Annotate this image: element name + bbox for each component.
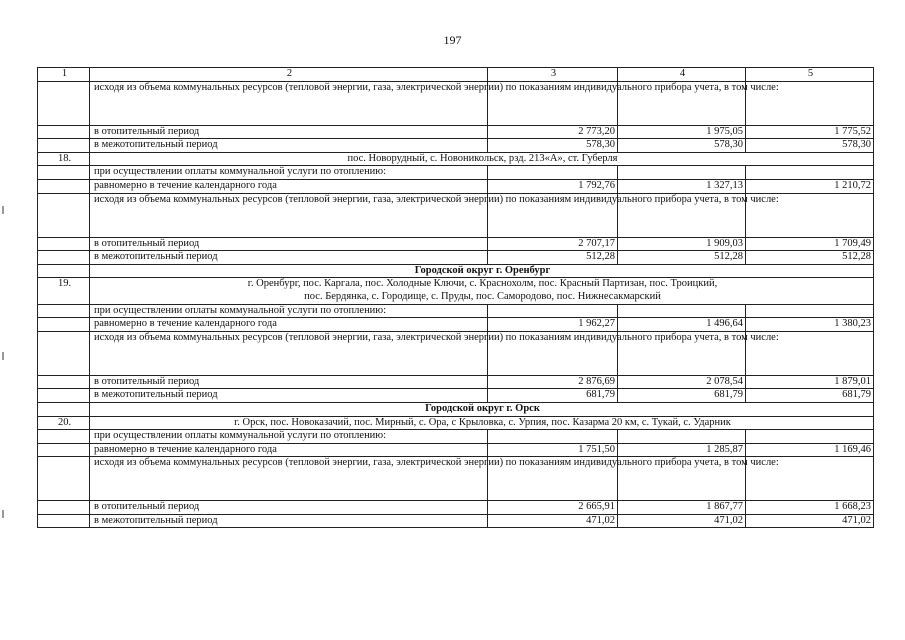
row-label: в отопительный период (90, 501, 488, 515)
row-number-cell (38, 304, 90, 318)
value-col-5: 1 169,46 (746, 443, 874, 457)
row-number-cell (38, 125, 90, 139)
value-col-3: 2 876,69 (488, 375, 618, 389)
value-col-4 (618, 430, 746, 444)
table-row (38, 501, 874, 515)
district-heading: Городской округ г. Оренбург (90, 264, 874, 278)
value-col-3 (488, 166, 618, 180)
value-col-3: 1 751,50 (488, 443, 618, 457)
row-number-cell (38, 318, 90, 332)
header-col-5: 5 (746, 68, 874, 82)
table-row (38, 457, 874, 501)
row-number-cell (38, 139, 90, 153)
row-number-cell (38, 331, 90, 375)
district-heading-row (38, 264, 874, 278)
section-number: 20. (38, 416, 90, 430)
row-number-cell (38, 443, 90, 457)
section-localities: г. Орск, пос. Новоказачий, пос. Мирный, с. Ора, с Крыловка, с. Урпия, пос. Казарма 20 км, с. Тукай, с. Ударник (90, 416, 874, 430)
row-number-cell (38, 166, 90, 180)
row-number-cell (38, 514, 90, 528)
table-row (38, 375, 874, 389)
row-number-cell (38, 430, 90, 444)
value-col-3: 2 773,20 (488, 125, 618, 139)
value-col-4: 1 327,13 (618, 179, 746, 193)
value-col-4: 1 285,87 (618, 443, 746, 457)
value-col-4: 1 496,64 (618, 318, 746, 332)
value-col-3 (488, 304, 618, 318)
value-col-5: 1 879,01 (746, 375, 874, 389)
section-row (38, 152, 874, 166)
value-col-5 (746, 304, 874, 318)
row-number-cell (38, 457, 90, 501)
value-col-4: 578,30 (618, 139, 746, 153)
tariff-table (37, 67, 874, 528)
row-label: в межотопительный период (90, 251, 488, 265)
value-col-4: 681,79 (618, 389, 746, 403)
row-label: равномерно в течение календарного года (90, 443, 488, 457)
value-col-4: 512,28 (618, 251, 746, 265)
value-col-4: 1 909,03 (618, 237, 746, 251)
table-row (38, 179, 874, 193)
row-number-cell (38, 264, 90, 278)
value-col-5 (746, 166, 874, 180)
value-col-5: 1 775,52 (746, 125, 874, 139)
section-localities-line-2: пос. Бердянка, с. Городище, с. Пруды, пос. Самородово, пос. Нижнесакмарский (304, 290, 661, 302)
row-label: в межотопительный период (90, 514, 488, 528)
value-col-5: 471,02 (746, 514, 874, 528)
row-label: в отопительный период (90, 237, 488, 251)
row-label: в отопительный период (90, 125, 488, 139)
value-col-5: 1 709,49 (746, 237, 874, 251)
row-label: исходя из объема коммунальных ресурсов (тепловой энергии, газа, электрической энергии) по показаниям индивидуального прибора учета, в том числе: (90, 457, 488, 501)
value-col-5: 512,28 (746, 251, 874, 265)
section-localities: пос. Новорудный, с. Новоникольск, рзд. 213«А», ст. Губерля (90, 152, 874, 166)
header-col-2: 2 (90, 68, 488, 82)
table-row (38, 251, 874, 265)
value-col-3: 1 962,27 (488, 318, 618, 332)
value-col-4 (618, 166, 746, 180)
section-row (38, 278, 874, 304)
table-row (38, 443, 874, 457)
table-row (38, 237, 874, 251)
row-number-cell (38, 402, 90, 416)
value-col-5: 1 210,72 (746, 179, 874, 193)
value-col-3: 2 665,91 (488, 501, 618, 515)
row-label: при осуществлении оплаты коммунальной услуги по отоплению: (90, 166, 488, 180)
value-col-4: 471,02 (618, 514, 746, 528)
table-row (38, 331, 874, 375)
value-col-5 (746, 430, 874, 444)
row-label: равномерно в течение календарного года (90, 318, 488, 332)
row-label: исходя из объема коммунальных ресурсов (тепловой энергии, газа, электрической энергии) по показаниям индивидуального прибора учета, в том числе: (90, 331, 488, 375)
table-row (38, 193, 874, 237)
section-number: 19. (38, 278, 90, 304)
value-col-4 (618, 304, 746, 318)
row-label: в отопительный период (90, 375, 488, 389)
section-localities (90, 278, 874, 304)
row-label: исходя из объема коммунальных ресурсов (тепловой энергии, газа, электрической энергии) по показаниям индивидуального прибора учета, в том числе: (90, 193, 488, 237)
value-col-3: 1 792,76 (488, 179, 618, 193)
row-label: при осуществлении оплаты коммунальной услуги по отоплению: (90, 304, 488, 318)
value-col-5: 1 380,23 (746, 318, 874, 332)
district-heading: Городской округ г. Орск (90, 402, 874, 416)
row-number-cell (38, 81, 90, 125)
table-row (38, 514, 874, 528)
row-label: при осуществлении оплаты коммунальной услуги по отоплению: (90, 430, 488, 444)
value-col-4: 1 975,05 (618, 125, 746, 139)
row-number-cell (38, 375, 90, 389)
page-number: 197 (443, 33, 462, 47)
table-row (38, 430, 874, 444)
table-row (38, 125, 874, 139)
table-header-row (38, 68, 874, 82)
table-row (38, 166, 874, 180)
value-col-3 (488, 430, 618, 444)
row-number-cell (38, 193, 90, 237)
section-number: 18. (38, 152, 90, 166)
header-col-3: 3 (488, 68, 618, 82)
table-row (38, 304, 874, 318)
district-heading-row (38, 402, 874, 416)
value-col-5: 1 668,23 (746, 501, 874, 515)
row-label: в межотопительный период (90, 389, 488, 403)
value-col-5: 578,30 (746, 139, 874, 153)
value-col-3: 681,79 (488, 389, 618, 403)
table-row (38, 81, 874, 125)
row-label: в межотопительный период (90, 139, 488, 153)
row-number-cell (38, 251, 90, 265)
value-col-5: 681,79 (746, 389, 874, 403)
table-row (38, 389, 874, 403)
table-row (38, 139, 874, 153)
row-label: равномерно в течение календарного года (90, 179, 488, 193)
header-col-1: 1 (38, 68, 90, 82)
row-number-cell (38, 237, 90, 251)
row-label: исходя из объема коммунальных ресурсов (тепловой энергии, газа, электрической энергии) по показаниям индивидуального прибора учета, в том числе: (90, 81, 488, 125)
value-col-3: 512,28 (488, 251, 618, 265)
table-row (38, 318, 874, 332)
header-col-4: 4 (618, 68, 746, 82)
value-col-3: 578,30 (488, 139, 618, 153)
row-number-cell (38, 179, 90, 193)
value-col-4: 1 867,77 (618, 501, 746, 515)
row-number-cell (38, 501, 90, 515)
row-number-cell (38, 389, 90, 403)
section-localities-line-1: г. Оренбург, пос. Каргала, пос. Холодные Ключи, с. Краснохолм, пос. Красный Партизан, пос. Троицкий, (247, 278, 718, 290)
value-col-4: 2 078,54 (618, 375, 746, 389)
value-col-3: 2 707,17 (488, 237, 618, 251)
section-row (38, 416, 874, 430)
value-col-3: 471,02 (488, 514, 618, 528)
